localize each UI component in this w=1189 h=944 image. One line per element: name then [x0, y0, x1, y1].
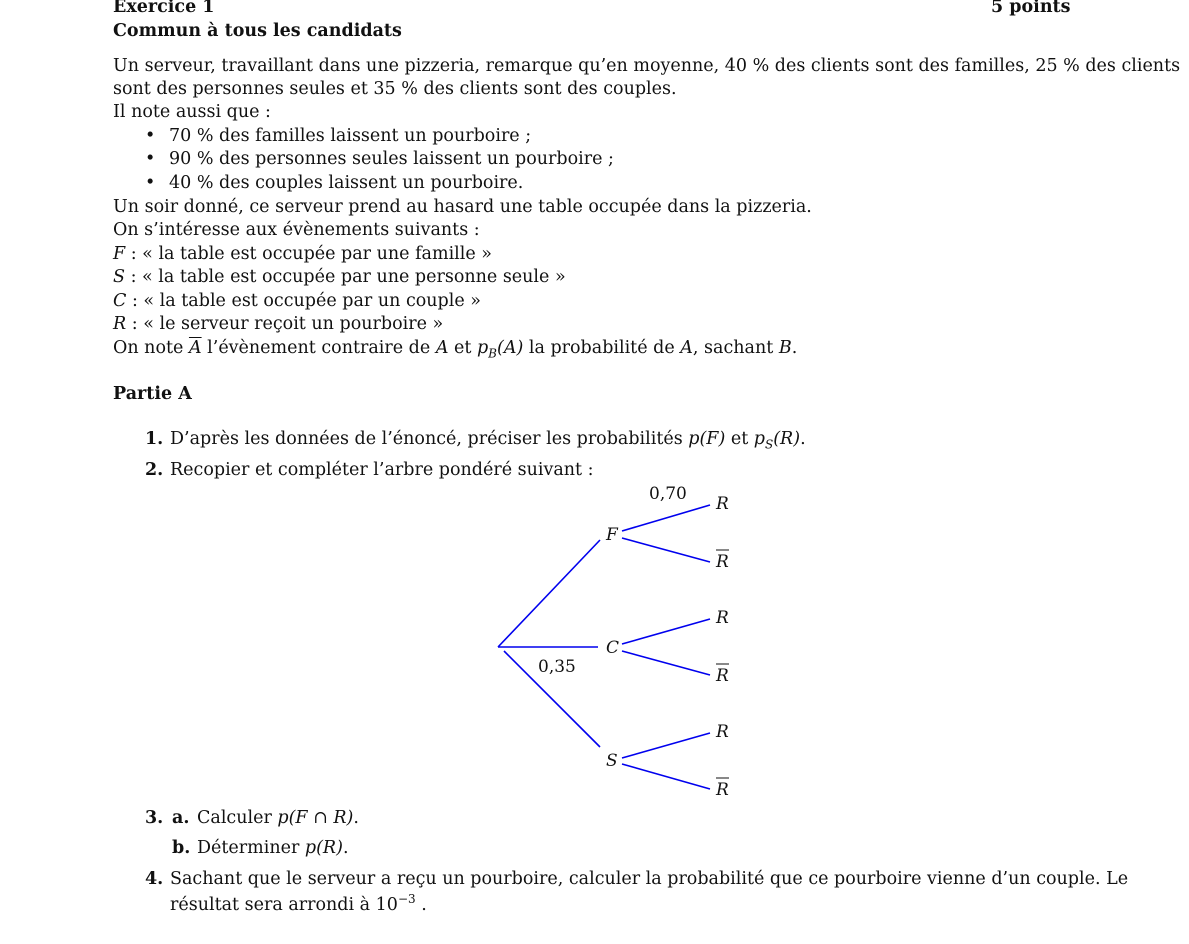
events-intro: On s’intéresse aux évènements suivants : — [113, 220, 480, 240]
bullet-item: • 40 % des couples laissent un pourboire. — [145, 173, 524, 193]
intro-line-2: sont des personnes seules et 35 % des clients sont des couples. — [113, 79, 677, 99]
points-label: 5 points — [991, 0, 1071, 17]
q4-line-2: résultat sera arrondi à $10^{-3}$ . — [170, 892, 427, 915]
node-c: C — [606, 638, 620, 658]
node-r-bar: R — [716, 666, 729, 686]
intro-line-1: Un serveur, travaillant dans une pizzeria, remarque qu’en moyenne, 40 % des clients sont des familles, 25 % des clients — [113, 56, 1181, 76]
q3b-letter: b. — [172, 838, 191, 858]
node-s: S — [606, 751, 618, 771]
part-a-title: Partie A — [113, 384, 192, 404]
evening-line: Un soir donné, ce serveur prend au hasard une table occupée dans la pizzeria. — [113, 197, 812, 217]
weight-root-s: 0,35 — [538, 657, 576, 677]
event-s: S : « la table est occupée par une personne seule » — [113, 267, 566, 287]
node-r: R — [716, 494, 729, 514]
exercise-title: Exercice 1 — [113, 0, 215, 17]
q4-line-1: Sachant que le serveur a reçu un pourboire, calculer la probabilité que ce pourboire vienne d’un couple. Le — [170, 869, 1129, 889]
q3a-text: Calculer p(F ∩ R). — [197, 808, 359, 828]
node-r-bar: R — [716, 552, 729, 572]
notation-line: On note $\overline{A}$ l’évènement contraire de A et $p_B(A)$ la probabilité de A, sachant B. — [113, 338, 798, 361]
bullet-item: • 70 % des familles laissent un pourboire ; — [145, 126, 532, 146]
weight-f-r: 0,70 — [649, 484, 687, 504]
node-r: R — [716, 722, 729, 742]
node-f: F — [606, 525, 618, 545]
q3b-text: Déterminer p(R). — [197, 838, 349, 858]
q1-number: 1. — [145, 429, 164, 449]
node-r: R — [716, 608, 729, 628]
subtitle: Commun à tous les candidats — [113, 21, 402, 41]
event-r: R : « le serveur reçoit un pourboire » — [113, 314, 444, 334]
q3a-letter: a. — [172, 808, 190, 828]
q2-text: Recopier et compléter l’arbre pondéré suivant : — [170, 460, 594, 480]
bullet-item: • 90 % des personnes seules laissent un pourboire ; — [145, 149, 614, 169]
q4-number: 4. — [145, 869, 164, 889]
q3-number: 3. — [145, 808, 164, 828]
note-line: Il note aussi que : — [113, 102, 271, 122]
q1-text: D’après les données de l’énoncé, préciser les probabilités p(F) et $p_S(R)$. — [170, 429, 806, 452]
event-f: F : « la table est occupée par une famille » — [113, 244, 492, 264]
event-c: C : « la table est occupée par un couple » — [113, 291, 481, 311]
q2-number: 2. — [145, 460, 164, 480]
node-r-bar: R — [716, 780, 729, 800]
